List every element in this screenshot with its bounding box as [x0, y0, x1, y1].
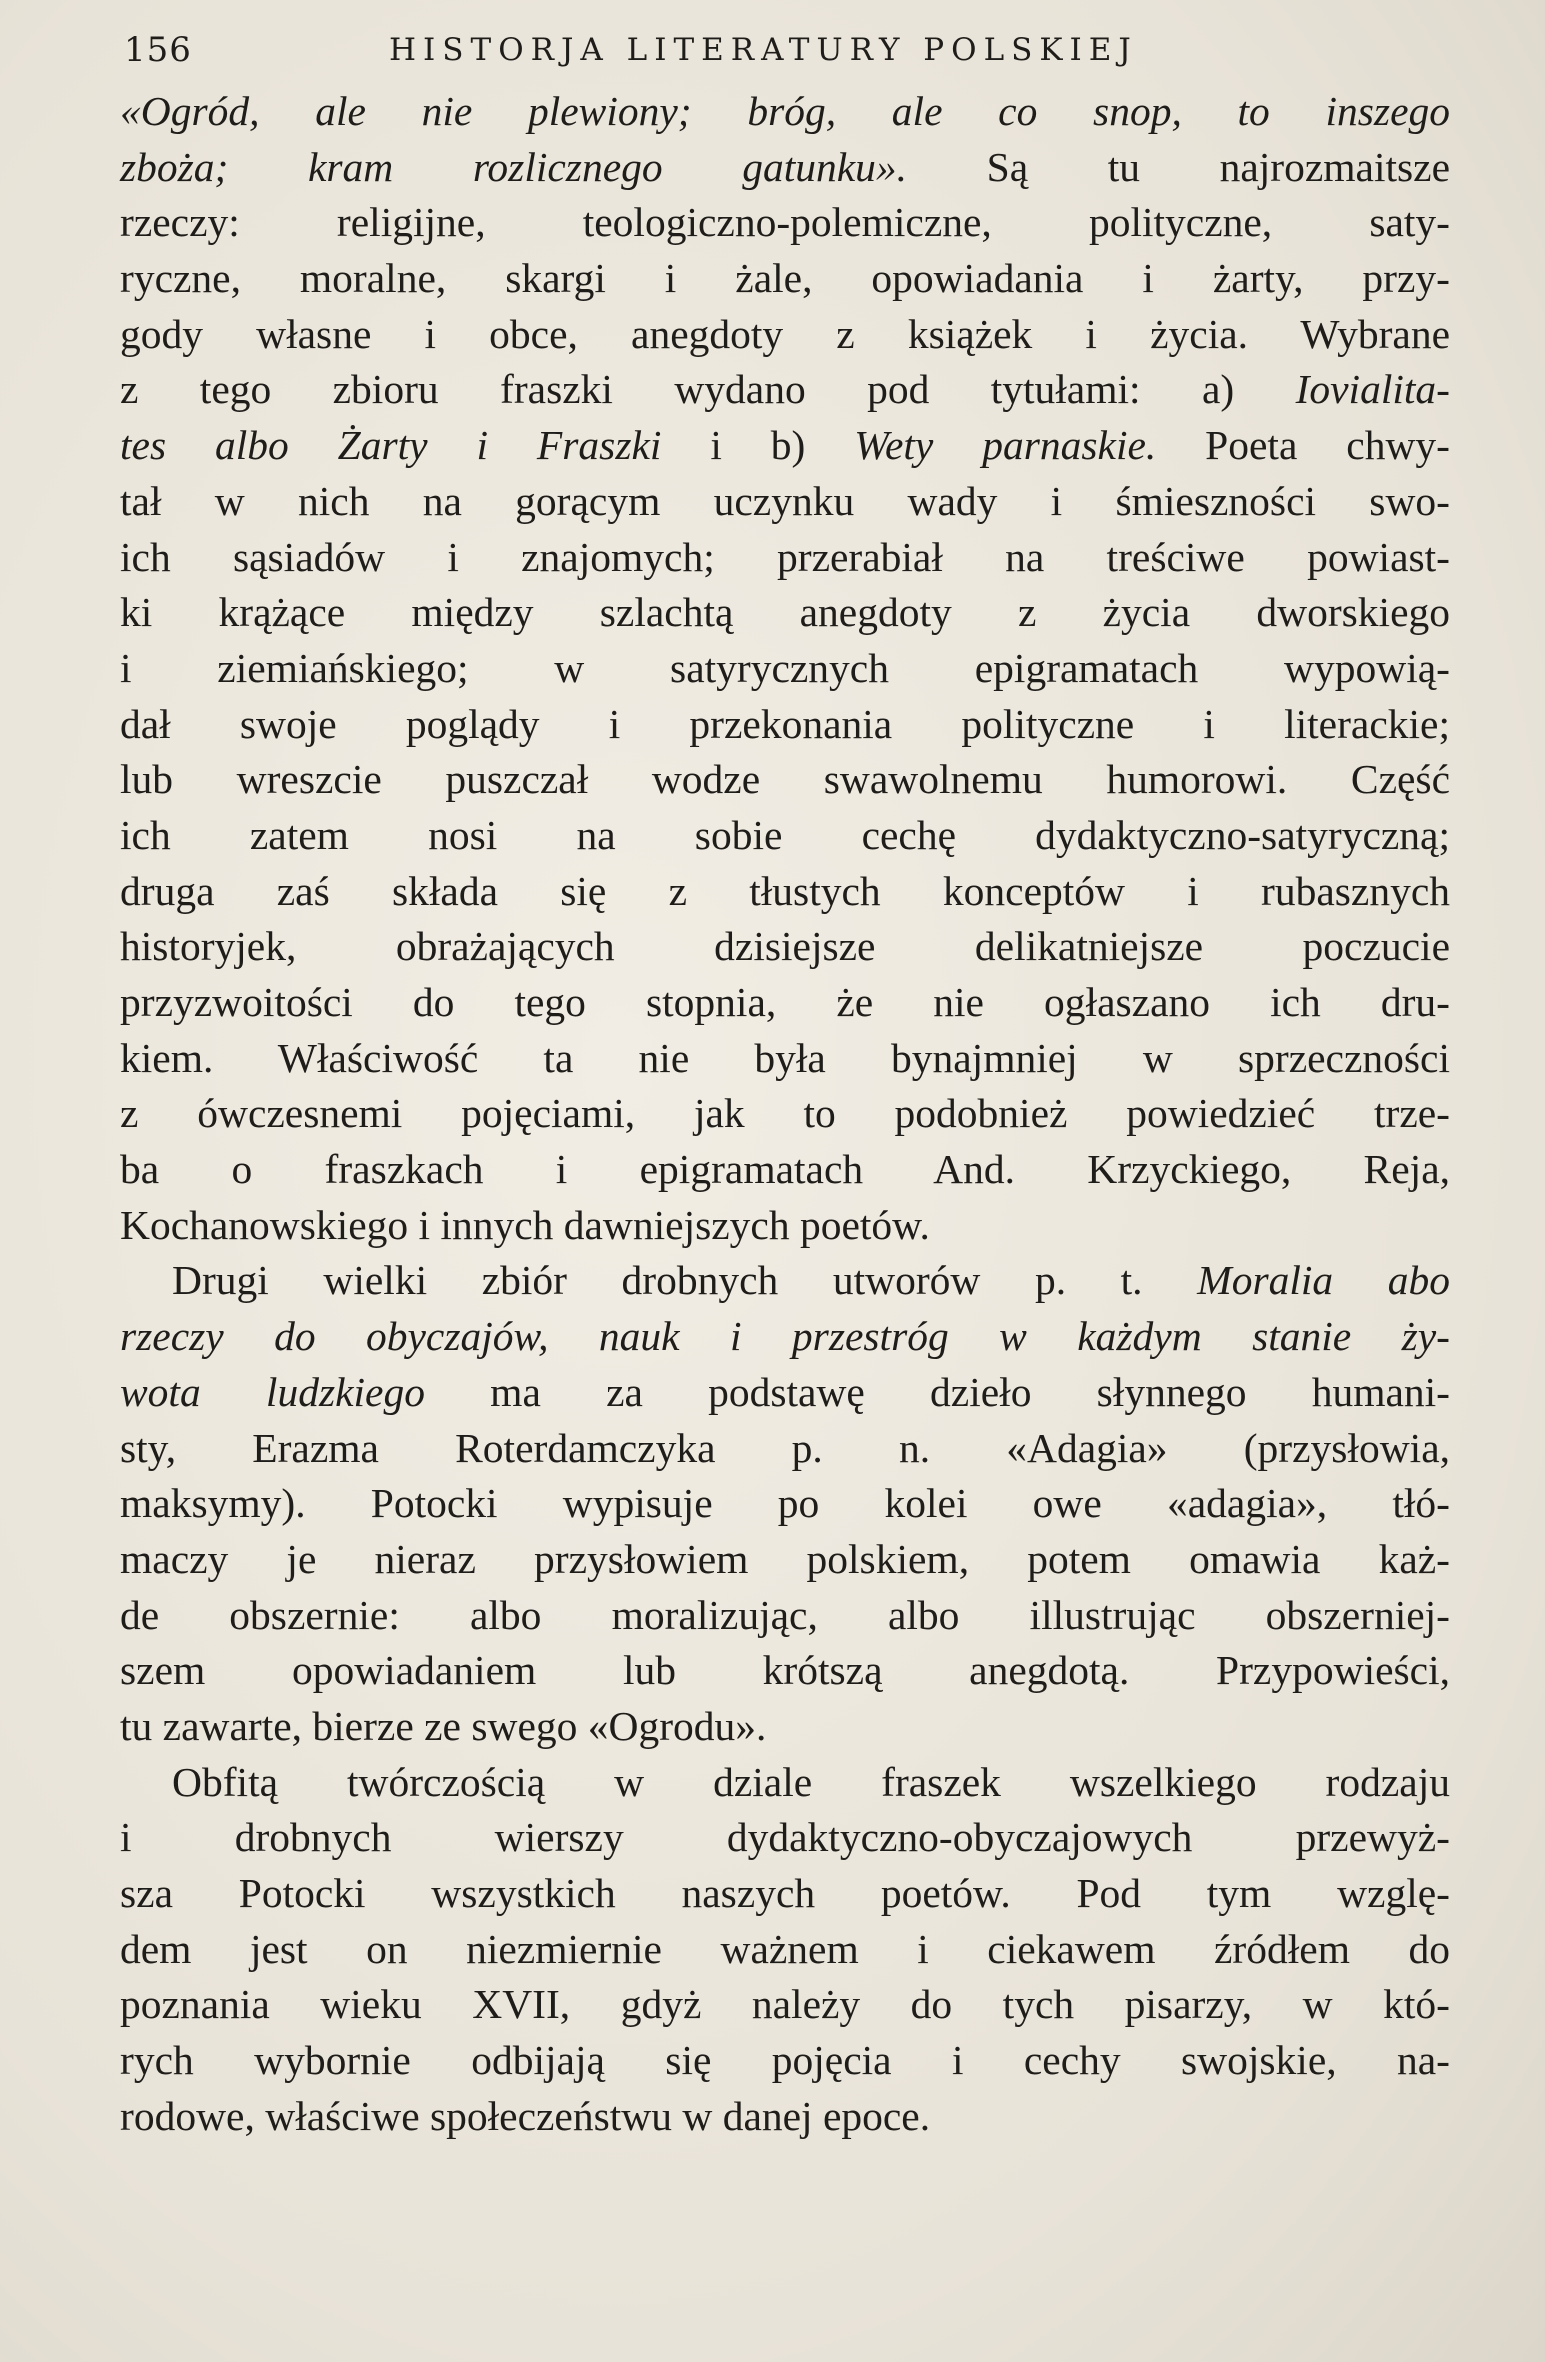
text-line — [120, 919, 1450, 975]
text-segment: dem jest on niezmiernie ważnem i ciekawem źródłem do — [120, 1925, 1450, 1972]
text-segment: rzeczy: religijne, teologiczno-polemiczne, polityczne, saty- — [120, 199, 1450, 246]
text-line — [120, 1588, 1450, 1644]
text-segment: maksymy). Potocki wypisuje po kolei owe «adagia», tłó- — [120, 1480, 1450, 1527]
text-line — [120, 1643, 1450, 1699]
running-title: HISTORJA LITERATURY POLSKIEJ — [389, 32, 1138, 68]
italic-text: tes albo Żarty i Fraszki — [120, 422, 662, 469]
text-segment: Są tu najrozmaitsze — [907, 143, 1451, 190]
text-segment: ba o fraszkach i epigramatach And. Krzyckiego, Reja, — [120, 1146, 1450, 1193]
text-line — [120, 1309, 1450, 1365]
text-segment: Poeta chwy- — [1156, 422, 1450, 469]
text-segment: rych wybornie odbijają się pojęcia i cechy swojskie, na- — [120, 2037, 1450, 2084]
text-segment: ki krążące między szlachtą anegdoty z życia dworskiego — [120, 589, 1450, 636]
text-line — [120, 251, 1450, 307]
body-text — [120, 84, 1450, 2144]
text-line — [120, 1253, 1450, 1309]
text-line — [120, 697, 1450, 753]
text-line — [120, 418, 1450, 474]
text-line — [120, 641, 1450, 697]
text-segment: tał w nich na gorącym uczynku wady i śmieszności swo- — [120, 477, 1450, 524]
text-line — [120, 1086, 1450, 1142]
text-line — [120, 530, 1450, 586]
text-segment: gody własne i obce, anegdoty z książek i życia. Wybrane — [120, 310, 1450, 357]
text-line — [120, 1365, 1450, 1421]
text-line — [120, 2033, 1450, 2089]
text-line — [120, 140, 1450, 196]
text-line — [120, 1198, 1450, 1254]
text-line — [120, 195, 1450, 251]
text-segment: rodowe, właściwe społeczeństwu w danej epoce. — [120, 2092, 931, 2139]
text-segment: ich sąsiadów i znajomych; przerabiał na treściwe powiast- — [120, 533, 1450, 580]
text-line — [120, 585, 1450, 641]
text-segment: dał swoje poglądy i przekonania polityczne i literackie; — [120, 700, 1450, 747]
text-line — [120, 2089, 1450, 2145]
text-segment: kiem. Właściwość ta nie była bynajmniej w sprzeczności — [120, 1034, 1450, 1081]
text-segment: Kochanowskiego i innych dawniejszych poetów. — [120, 1201, 930, 1248]
text-line — [120, 1532, 1450, 1588]
italic-text: Wety parnaskie. — [854, 422, 1157, 469]
text-line — [120, 1421, 1450, 1477]
text-segment: de obszernie: albo moralizując, albo illustrując obszerniej- — [120, 1591, 1450, 1638]
text-line — [120, 975, 1450, 1031]
text-segment: ma za podstawę dzieło słynnego humani- — [424, 1368, 1451, 1415]
text-segment: historyjek, obrażających dzisiejsze delikatniejsze poczucie — [120, 923, 1450, 970]
text-segment: lub wreszcie puszczał wodze swawolnemu humorowi. Część — [120, 756, 1450, 803]
text-line — [120, 1031, 1450, 1087]
text-segment: tu zawarte, bierze ze swego «Ogrodu». — [120, 1702, 767, 1749]
text-segment: maczy je nieraz przysłowiem polskiem, potem omawia każ- — [120, 1535, 1450, 1582]
text-line — [120, 1922, 1450, 1978]
paragraph — [120, 1253, 1450, 1754]
italic-text: zboża; kram rozlicznego gatunku». — [120, 143, 908, 190]
italic-text: «Ogród, ale nie plewiony; bróg, ale co snop, to inszego — [120, 88, 1450, 134]
text-segment: poznania wieku XVII, gdyż należy do tych pisarzy, w któ- — [120, 1981, 1450, 2028]
text-line — [120, 1866, 1450, 1922]
text-line — [120, 362, 1450, 418]
italic-text: Moralia abo — [1197, 1257, 1450, 1304]
paragraph — [120, 84, 1450, 1253]
running-head — [124, 28, 1454, 72]
text-line — [120, 1142, 1450, 1198]
italic-text: rzeczy do obyczajów, nauk i przestróg w każdym stanie ży- — [120, 1313, 1450, 1360]
text-segment: i b) — [661, 422, 855, 469]
text-line — [120, 474, 1450, 530]
text-segment: sza Potocki wszystkich naszych poetów. Pod tym wzglę- — [120, 1870, 1450, 1916]
page-number: 156 — [124, 30, 192, 70]
text-line — [120, 752, 1450, 808]
paragraph — [120, 1755, 1450, 2145]
text-line — [120, 1977, 1450, 2033]
text-line — [120, 808, 1450, 864]
text-segment: druga zaś składa się z tłustych konceptów i rubasznych — [120, 867, 1450, 914]
italic-text: Iovialita- — [1295, 366, 1450, 413]
text-line — [120, 84, 1450, 140]
text-segment: Obfitą twórczością w dziale fraszek wszelkiego rodzaju — [172, 1758, 1450, 1805]
text-segment: i drobnych wierszy dydaktyczno-obyczajowych przewyż- — [120, 1814, 1450, 1861]
text-segment: przyzwoitości do tego stopnia, że nie ogłaszano ich dru- — [120, 979, 1450, 1025]
italic-text: wota ludzkiego — [120, 1368, 425, 1415]
text-segment: z ówczesnemi pojęciami, jak to podobnież powiedzieć trze- — [120, 1090, 1450, 1137]
text-line — [120, 864, 1450, 920]
text-segment: ryczne, moralne, skargi i żale, opowiadania i żarty, przy- — [120, 255, 1450, 302]
text-line — [120, 1699, 1450, 1755]
text-line — [120, 1755, 1450, 1811]
text-segment: ich zatem nosi na sobie cechę dydaktyczno-satyryczną; — [120, 811, 1450, 858]
text-segment: z tego zbioru fraszki wydano pod tytułami: a) — [120, 366, 1296, 413]
text-segment: szem opowiadaniem lub krótszą anegdotą. Przypowieści, — [120, 1647, 1450, 1694]
text-segment: sty, Erazma Roterdamczyka p. n. «Adagia» (przysłowia, — [120, 1424, 1450, 1471]
text-line — [120, 1810, 1450, 1866]
text-line — [120, 307, 1450, 363]
text-segment: i ziemiańskiego; w satyrycznych epigramatach wypowią- — [120, 644, 1450, 691]
text-line — [120, 1476, 1450, 1532]
text-segment: Drugi wielki zbiór drobnych utworów p. t. — [172, 1257, 1198, 1304]
